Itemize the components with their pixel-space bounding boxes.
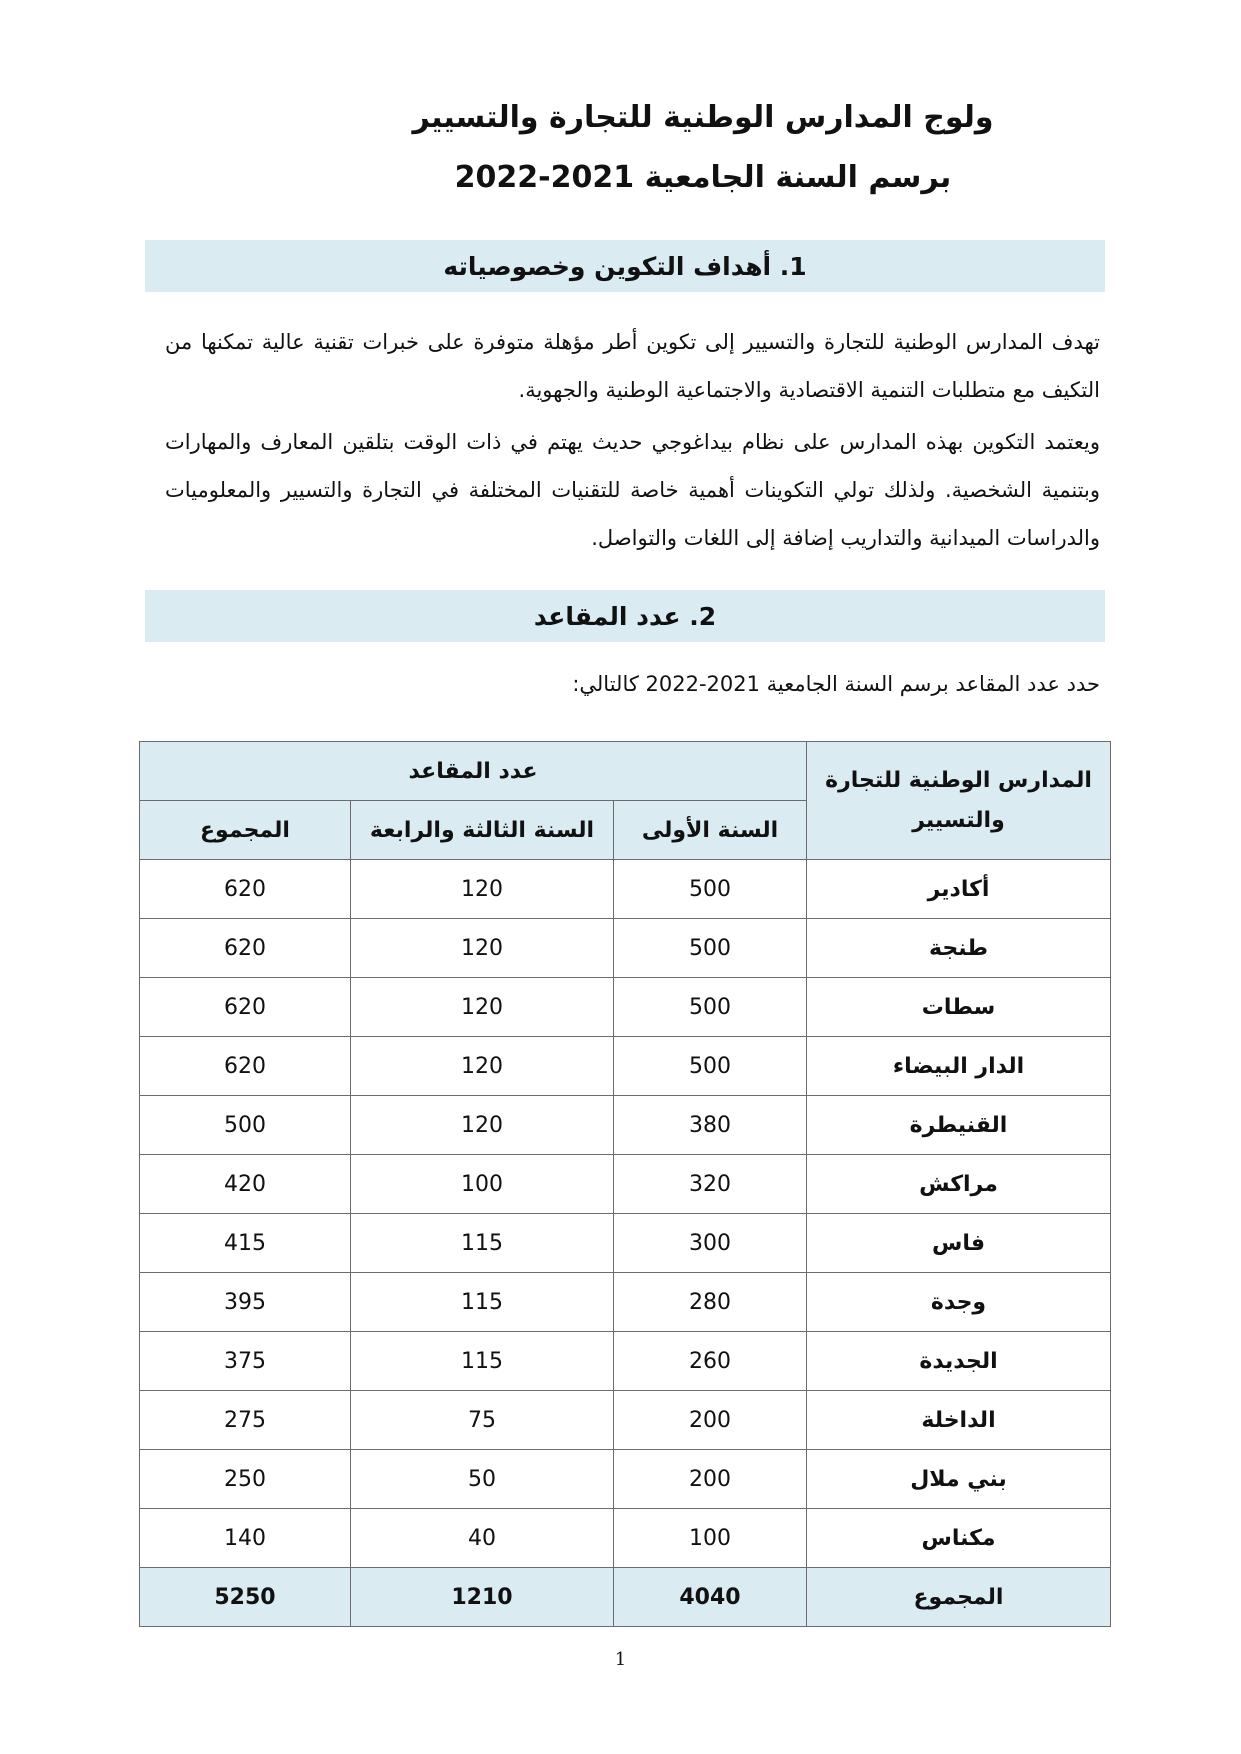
third-fourth-year-seats: 100 xyxy=(351,1155,614,1214)
document-title: ولوج المدارس الوطنية للتجارة والتسيير xyxy=(412,100,994,135)
total-row xyxy=(140,1568,1111,1627)
third-fourth-year-seats: 120 xyxy=(351,860,614,919)
first-year-seats: 500 xyxy=(614,1037,807,1096)
table-row xyxy=(140,978,1111,1037)
school-name: القنيطرة xyxy=(807,1096,1111,1155)
third-fourth-year-seats: 115 xyxy=(351,1332,614,1391)
third-fourth-year-seats: 120 xyxy=(351,1037,614,1096)
school-name: بني ملال xyxy=(807,1450,1111,1509)
total-seats: 620 xyxy=(140,919,351,978)
table-row xyxy=(140,1037,1111,1096)
table-row xyxy=(140,1391,1111,1450)
third-fourth-year-seats: 40 xyxy=(351,1509,614,1568)
section-2-intro: حدد عدد المقاعد برسم السنة الجامعية 2021-2022 كالتالي: xyxy=(572,672,1100,696)
total-first-year-seats: 4040 xyxy=(614,1568,807,1627)
first-year-seats: 500 xyxy=(614,860,807,919)
total-third-fourth-year-seats: 1210 xyxy=(351,1568,614,1627)
third-fourth-year-seats: 115 xyxy=(351,1214,614,1273)
total-label: المجموع xyxy=(807,1568,1111,1627)
header-total: المجموع xyxy=(140,801,351,860)
third-fourth-year-seats: 120 xyxy=(351,978,614,1037)
header-seats: عدد المقاعد xyxy=(140,742,807,801)
school-name: وجدة xyxy=(807,1273,1111,1332)
school-name: أكادير xyxy=(807,860,1111,919)
school-name: مكناس xyxy=(807,1509,1111,1568)
third-fourth-year-seats: 115 xyxy=(351,1273,614,1332)
table-row xyxy=(140,1096,1111,1155)
total-seats: 140 xyxy=(140,1509,351,1568)
total-seats: 375 xyxy=(140,1332,351,1391)
first-year-seats: 100 xyxy=(614,1509,807,1568)
section-1-heading: 1. أهداف التكوين وخصوصياته xyxy=(145,240,1105,292)
third-fourth-year-seats: 50 xyxy=(351,1450,614,1509)
header-third-fourth-year: السنة الثالثة والرابعة xyxy=(351,801,614,860)
school-name: سطات xyxy=(807,978,1111,1037)
first-year-seats: 200 xyxy=(614,1450,807,1509)
total-seats: 415 xyxy=(140,1214,351,1273)
first-year-seats: 500 xyxy=(614,919,807,978)
first-year-seats: 500 xyxy=(614,978,807,1037)
table-row xyxy=(140,1332,1111,1391)
third-fourth-year-seats: 120 xyxy=(351,1096,614,1155)
school-name: طنجة xyxy=(807,919,1111,978)
school-name: الدار البيضاء xyxy=(807,1037,1111,1096)
total-seats: 620 xyxy=(140,860,351,919)
total-seats: 395 xyxy=(140,1273,351,1332)
first-year-seats: 260 xyxy=(614,1332,807,1391)
table-row xyxy=(140,1450,1111,1509)
table-row xyxy=(140,1155,1111,1214)
school-name: الجديدة xyxy=(807,1332,1111,1391)
table-row xyxy=(140,1214,1111,1273)
document-subtitle: برسم السنة الجامعية 2021-2022 xyxy=(454,160,952,195)
table-row xyxy=(140,1273,1111,1332)
table-row xyxy=(140,860,1111,919)
section-1-paragraph-1: تهدف المدارس الوطنية للتجارة والتسيير إلى تكوين أطر مؤهلة متوفرة على خبرات تقنية عالية تمكنها من التكيف مع متطلبات التنمية الاقتصادية والاجتماعية الوطنية والجهوية. xyxy=(165,330,1100,402)
seats-table xyxy=(139,741,1111,1627)
third-fourth-year-seats: 120 xyxy=(351,919,614,978)
total-seats: 420 xyxy=(140,1155,351,1214)
total-seats: 620 xyxy=(140,978,351,1037)
third-fourth-year-seats: 75 xyxy=(351,1391,614,1450)
table-row xyxy=(140,919,1111,978)
total-seats: 500 xyxy=(140,1096,351,1155)
header-school: المدارس الوطنية للتجارة والتسيير xyxy=(807,742,1111,860)
table-row xyxy=(140,1509,1111,1568)
first-year-seats: 300 xyxy=(614,1214,807,1273)
section-2-heading: 2. عدد المقاعد xyxy=(145,590,1105,642)
section-1-paragraph-2: ويعتمد التكوين بهذه المدارس على نظام بيداغوجي حديث يهتم في ذات الوقت بتلقين المعارف والمهارات وبتنمية الشخصية. ولذلك تولي التكوينات أهمية خاصة للتقنيات المختلفة في التجارة والتسيير والمعلوميات والدراسات الميدانية والتداريب إضافة إلى اللغات والتواصل. xyxy=(165,430,1100,550)
first-year-seats: 320 xyxy=(614,1155,807,1214)
total-seats: 250 xyxy=(140,1450,351,1509)
school-name: مراكش xyxy=(807,1155,1111,1214)
first-year-seats: 280 xyxy=(614,1273,807,1332)
header-first-year: السنة الأولى xyxy=(614,801,807,860)
total-seats: 620 xyxy=(140,1037,351,1096)
school-name: فاس xyxy=(807,1214,1111,1273)
grand-total-seats: 5250 xyxy=(140,1568,351,1627)
first-year-seats: 200 xyxy=(614,1391,807,1450)
total-seats: 275 xyxy=(140,1391,351,1450)
first-year-seats: 380 xyxy=(614,1096,807,1155)
school-name: الداخلة xyxy=(807,1391,1111,1450)
page-number: 1 xyxy=(614,1649,627,1670)
